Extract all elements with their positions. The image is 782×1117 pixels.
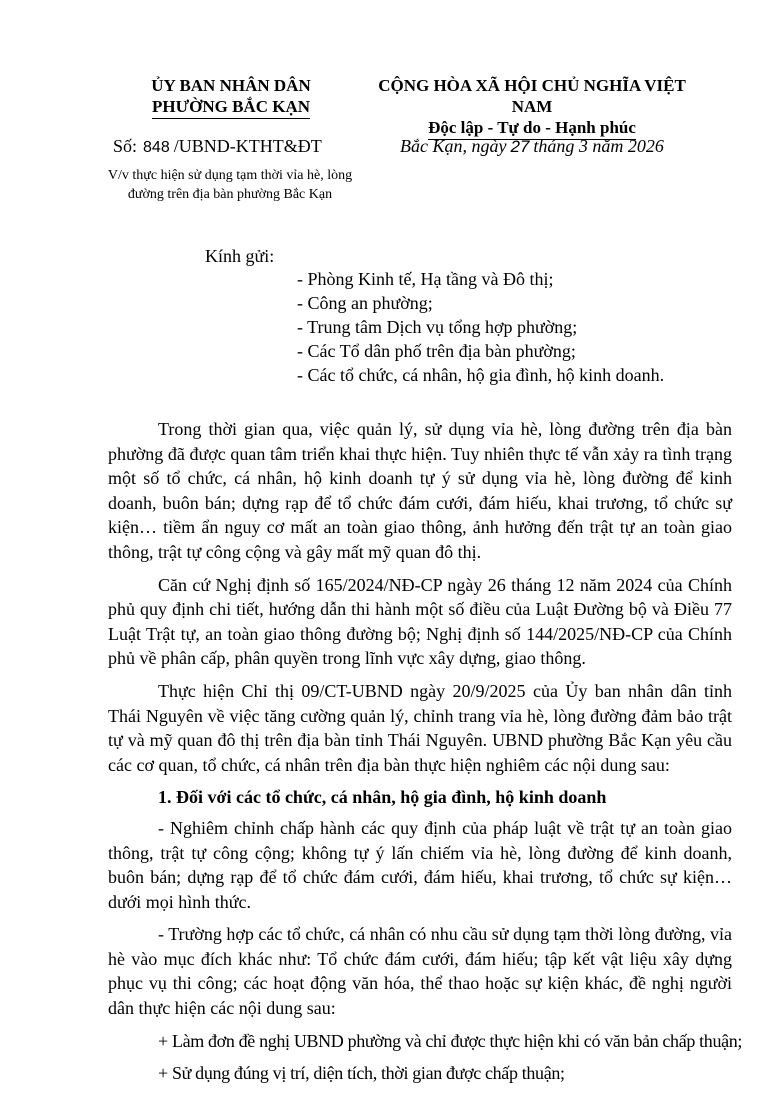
issuing-authority xyxy=(103,75,359,119)
recipient-item: - Công an phường; xyxy=(297,293,433,313)
date-suffix: tháng 3 năm 2026 xyxy=(533,136,664,156)
paragraph-implementation: Thực hiện Chỉ thị 09/CT-UBND ngày 20/9/2025 của Ủy ban nhân dân tỉnh Thái Nguyên về việc tăng cường quản lý, chỉnh trang vỉa hè, lòng đường đảm bảo trật tự và mỹ quan đô thị trên địa bàn tỉnh Thái Nguyên. UBND phường Bắc Kạn yêu cầu các cơ quan, tổ chức, cá nhân trên địa bàn thực hiện nghiêm các nội dung sau: xyxy=(108,680,732,775)
national-heading xyxy=(362,75,702,140)
paragraph-application: + Làm đơn đề nghị UBND phường và chỉ được thực hiện khi có văn bản chấp thuận; xyxy=(158,1030,743,1051)
recipient-item: - Phòng Kinh tế, Hạ tầng và Đô thị; xyxy=(297,269,554,289)
recipient-list xyxy=(297,268,664,388)
authority-line-1: ỦY BAN NHÂN DÂN xyxy=(151,76,311,95)
date-day: 27 xyxy=(510,137,530,156)
recipient-item: - Các tổ chức, cá nhân, hộ gia đình, hộ kinh doanh. xyxy=(297,365,665,385)
paragraph-correct-use: + Sử dụng đúng vị trí, diện tích, thời gian được chấp thuận; xyxy=(158,1063,565,1084)
nation-name: CỘNG HÒA XÃ HỘI CHỦ NGHĨA VIỆT NAM xyxy=(378,76,686,116)
section-heading-1: 1. Đối với các tổ chức, cá nhân, hộ gia đình, hộ kinh doanh xyxy=(158,787,607,808)
recipient-item: - Các Tổ dân phố trên địa bàn phường; xyxy=(297,341,576,361)
paragraph-temporary-use: - Trường hợp các tổ chức, cá nhân có nhu cầu sử dụng tạm thời lòng đường, vỉa hè vào mục đích khác như: Tổ chức đám cưới, đám hiếu; tập kết vật liệu xây dựng phục vụ thi công; các hoạt động văn hóa, thể thao hoặc sự kiện khác, đề nghị người dân thực hiện các nội dung sau: xyxy=(108,924,732,1019)
paragraph-compliance: - Nghiêm chỉnh chấp hành các quy định của pháp luật về trật tự an toàn giao thông, trật tự công cộng; không tự ý lấn chiếm vỉa hè, lòng đường để kinh doanh, buôn bán; dựng rạp để tổ chức đám cưới, đám hiếu, khai trương, tổ chức sự kiện… dưới mọi hình thức. xyxy=(108,817,732,912)
paragraph-situation: Trong thời gian qua, việc quản lý, sử dụng vỉa hè, lòng đường trên địa bàn phường đã được quan tâm triển khai thực hiện. Tuy nhiên thực tế vẫn xảy ra tình trạng một số tổ chức, cá nhân, hộ kinh doanh tự ý sử dụng vỉa hè, lòng đường để kinh doanh, buôn bán; dựng rạp để tổ chức đám cưới, đám hiếu, khai trương, tổ chức sự kiện… tiềm ẩn nguy cơ mất an toàn giao thông, ảnh hưởng đến trật tự an toàn giao thông, trật tự công cộng và gây mất mỹ quan đô thị. xyxy=(108,419,732,562)
document-subject: V/v thực hiện sử dụng tạm thời vỉa hè, lòng đường trên địa bàn phường Bắc Kạn xyxy=(107,168,353,202)
date-prefix: Bắc Kạn, ngày xyxy=(400,136,507,156)
authority-line-2: PHƯỜNG BẮC KẠN xyxy=(152,96,310,119)
document-date xyxy=(400,135,664,158)
greeting: Kính gửi: xyxy=(205,246,275,266)
document-body xyxy=(108,417,743,1094)
national-motto: Độc lập - Tự do - Hạnh phúc xyxy=(428,117,636,140)
paragraph-legal-basis: Căn cứ Nghị định số 165/2024/NĐ-CP ngày 26 tháng 12 năm 2024 của Chính phủ quy định chi tiết, hướng dẫn thi hành một số điều của Luật Đường bộ và Điều 77 Luật Trật tự, an toàn giao thông đường bộ; Nghị định số 144/2025/NĐ-CP của Chính phủ về phân cấp, phân quyền trong lĩnh vực xây dựng, giao thông. xyxy=(108,574,732,669)
number-label: Số: xyxy=(113,136,138,156)
number-value: 848 xyxy=(143,139,170,156)
document-number xyxy=(113,135,322,159)
recipient-item: - Trung tâm Dịch vụ tổng hợp phường; xyxy=(297,317,578,337)
number-code: /UBND-KTHT&ĐT xyxy=(173,136,322,156)
